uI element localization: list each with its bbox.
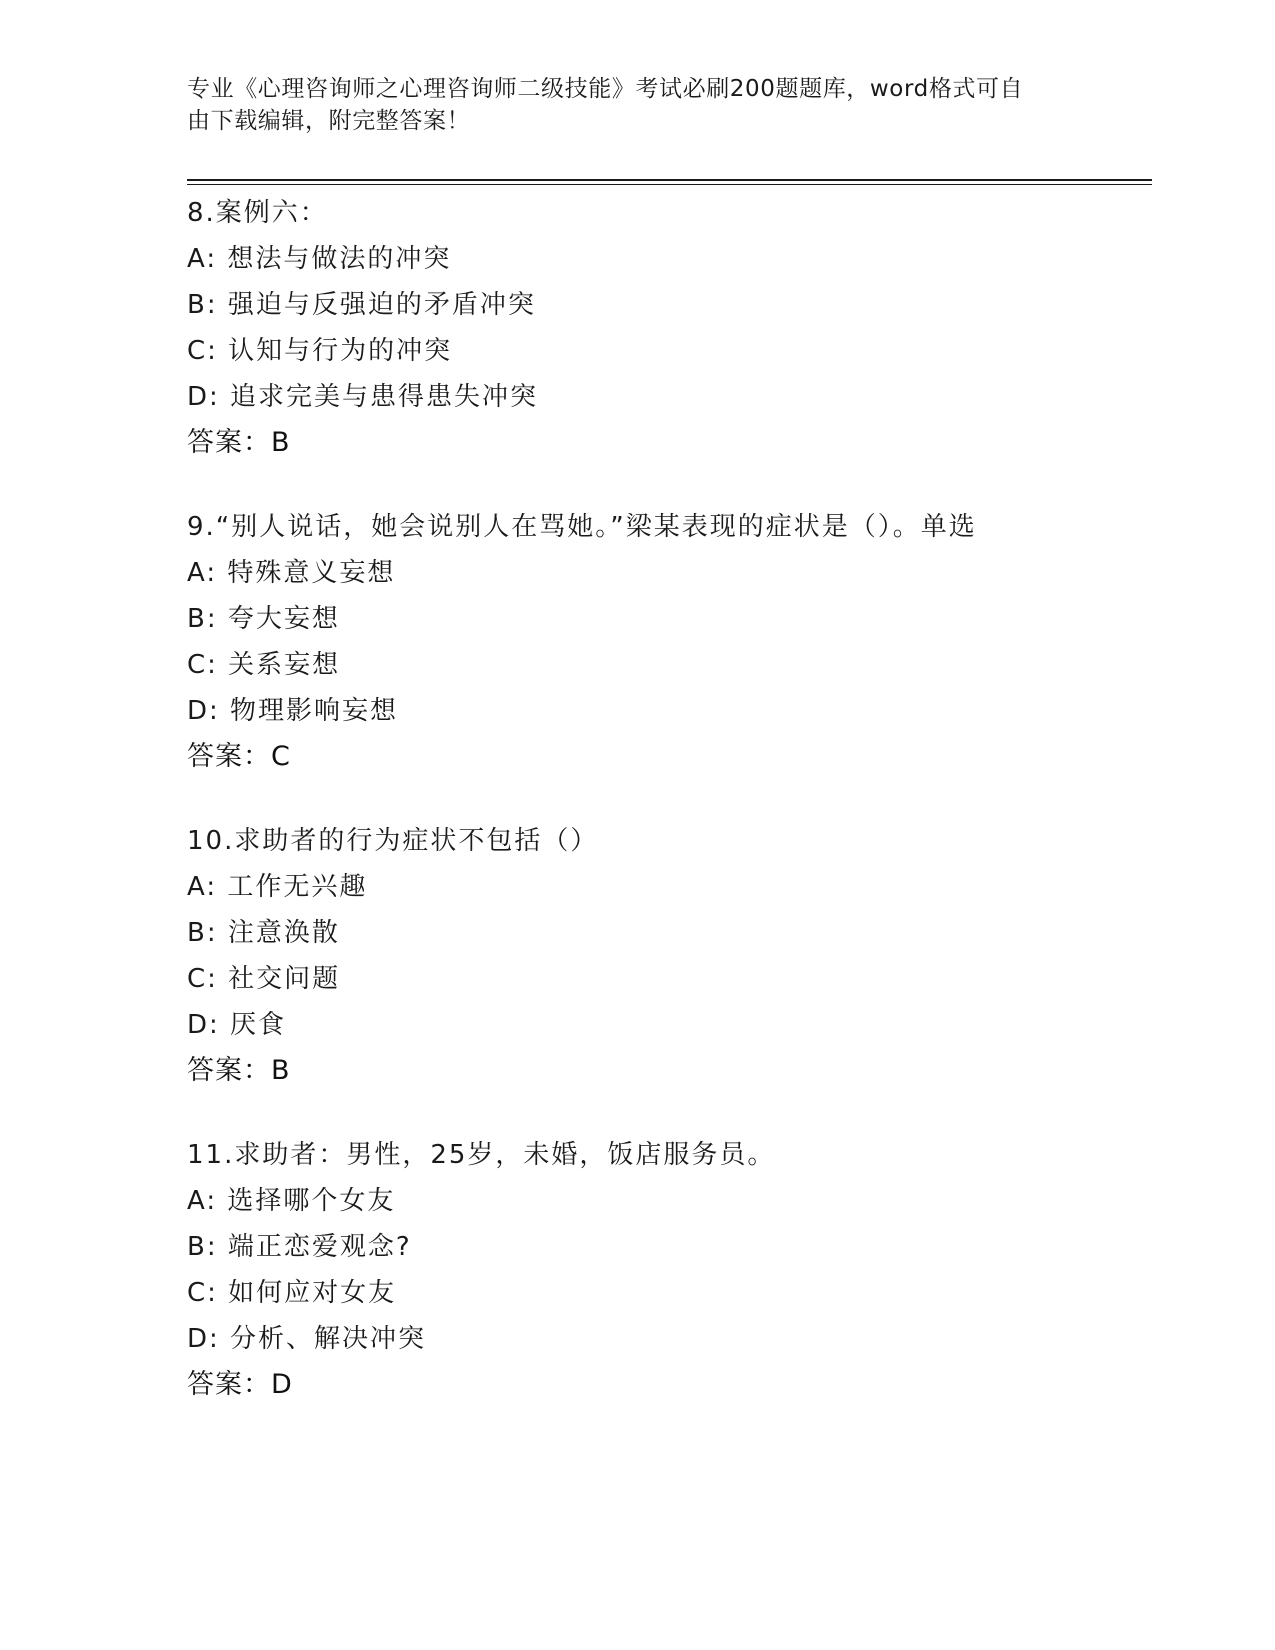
option-d: D: 追求完美与患得患失冲突 (187, 382, 539, 412)
option-b: B: 强迫与反强迫的矛盾冲突 (187, 290, 536, 320)
option-a: A: 工作无兴趣 (187, 872, 368, 902)
answer-label: 答案：C (187, 741, 291, 772)
question-9 (187, 504, 1152, 780)
document-header (187, 73, 1067, 137)
question-11 (187, 1132, 1152, 1408)
header-divider-thin (187, 184, 1152, 185)
option-b: B: 夸大妄想 (187, 604, 340, 634)
option-a: A: 特殊意义妄想 (187, 558, 396, 588)
question-stem: 9.“别人说话，她会说别人在骂她。”梁某表现的症状是（）。单选 (187, 512, 977, 542)
header-line-2: 由下载编辑，附完整答案！ (187, 108, 471, 134)
question-list (187, 190, 1152, 1446)
header-line-1: 专业《心理咨询师之心理咨询师二级技能》考试必刷200题题库，word格式可自 (187, 76, 1024, 102)
option-d: D: 厌食 (187, 1010, 287, 1040)
option-c: C: 关系妄想 (187, 650, 341, 680)
question-10 (187, 818, 1152, 1094)
option-b: B: 注意涣散 (187, 918, 340, 948)
answer-label: 答案：B (187, 1055, 291, 1086)
answer-label: 答案：B (187, 427, 291, 458)
option-d: D: 分析、解决冲突 (187, 1324, 427, 1354)
answer-label: 答案：D (187, 1369, 293, 1400)
option-a: A: 想法与做法的冲突 (187, 244, 452, 274)
question-stem: 11.求助者：男性，25岁，未婚，饭店服务员。 (187, 1140, 776, 1170)
option-a: A: 选择哪个女友 (187, 1186, 396, 1216)
question-stem: 8.案例六： (187, 198, 328, 228)
option-c: C: 认知与行为的冲突 (187, 336, 453, 366)
option-c: C: 如何应对女友 (187, 1278, 397, 1308)
question-stem: 10.求助者的行为症状不包括（） (187, 826, 599, 856)
option-d: D: 物理影响妄想 (187, 696, 399, 726)
option-c: C: 社交问题 (187, 964, 341, 994)
option-b: B: 端正恋爱观念? (187, 1232, 412, 1262)
question-8 (187, 190, 1152, 466)
header-divider-thick (187, 179, 1152, 181)
